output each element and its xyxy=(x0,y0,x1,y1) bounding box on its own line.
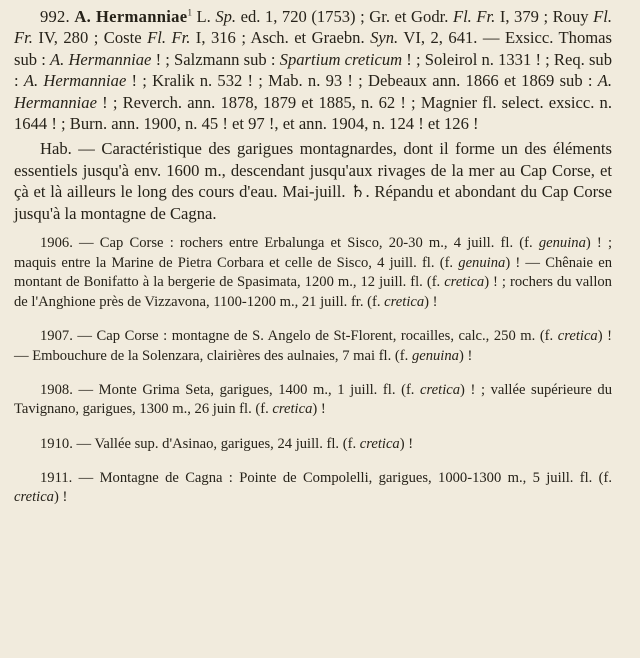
italic-term: Fl. Fr. xyxy=(147,28,191,48)
habitat-label: Hab. xyxy=(40,139,72,159)
species-entry xyxy=(14,6,612,134)
italic-term: cretica xyxy=(14,489,54,506)
locality-text xyxy=(14,470,612,506)
localities-list xyxy=(14,234,612,508)
text-run: ) ! xyxy=(458,347,473,364)
text-run: L. xyxy=(191,7,216,26)
text-run: IV, 280 ; Coste xyxy=(32,28,148,48)
habitat-text-continued: . Répandu et abondant du Cap Corse jusqu'à la montagne de Cagna. xyxy=(14,182,612,223)
italic-term: cretica xyxy=(272,401,313,418)
text-run: ! ; Soleirol n. 1331 ! ; Req. sub : xyxy=(14,49,613,91)
italic-term: genuina xyxy=(458,254,506,271)
text-run: ) ! ; maquis entre la Marine de Pietra Corbara et celle de Sisco, 4 juill. fl. (f. xyxy=(14,235,613,271)
locality-text xyxy=(73,436,413,452)
habitat-text: — Caractéristique des garigues montagnardes, dont il forme un des éléments essentiels jusqu'à env. 1600 m., descendant jusqu'aux rivages de la mer au Cap Corse, et çà et là ailleurs le long des cours d'eau. Mai-juill. xyxy=(14,139,612,202)
locality-year: 1911. xyxy=(40,469,73,486)
footnote-mark: 1 xyxy=(187,7,192,18)
italic-term: cretica xyxy=(444,274,485,291)
text-run: ) ! — Chênaie en montant de Bonifatto à la bergerie de Spasimata, 1200 m., 12 juill. fl. (f. xyxy=(14,254,612,291)
text-run: VI, 2, 641. — Exsicc. Thomas sub : xyxy=(14,28,612,69)
text-run: — Cap Corse : montagne de S. Angelo de St-Florent, rocailles, calc., 250 m. (f. xyxy=(72,328,558,345)
text-run: I, 379 ; Rouy xyxy=(495,7,594,26)
italic-term: Fl. Fr. xyxy=(452,7,496,26)
italic-term: Syn. xyxy=(370,28,399,48)
entry-number: 992. xyxy=(40,7,70,26)
text-run: ! ; Salzmann sub : xyxy=(151,49,280,69)
locality-text xyxy=(14,235,612,310)
locality-text xyxy=(14,328,612,364)
text-run: ! ; Reverch. ann. 1878, 1879 et 1885, n. 62 ! ; Magnier fl. select. exsicc. n. 1644 ! ; Burn. ann. 1900, n. 45 ! et 97 !, et ann. 1904, n. 124 ! et 126 ! xyxy=(14,92,612,134)
locality-paragraph xyxy=(14,234,612,312)
text-run: ) ! ; vallée supérieure du Tavignano, garigues, 1300 m., 26 juin fl. (f. xyxy=(14,381,612,418)
locality-paragraph xyxy=(14,381,612,420)
italic-term: Fl. Fr. xyxy=(14,7,612,48)
text-run: ! ; Kralik n. 532 ! ; Mab. n. 93 ! ; Debeaux ann. 1866 et 1869 sub : xyxy=(126,71,598,91)
locality-text xyxy=(14,382,612,418)
text-run: ed. 1, 720 (1753) ; Gr. et Godr. xyxy=(236,7,453,26)
italic-term: genuina xyxy=(538,235,586,252)
habitat-paragraph xyxy=(14,138,612,224)
italic-term: A. Hermanniae xyxy=(50,49,152,69)
italic-term: genuina xyxy=(411,347,459,364)
italic-term: cretica xyxy=(384,293,425,310)
italic-term: Sp. xyxy=(215,7,237,26)
locality-paragraph xyxy=(14,435,612,455)
text-run: I, 316 ; Asch. et Graebn. xyxy=(190,28,371,48)
italic-term: A. Hermanniae xyxy=(14,71,612,112)
locality-year: 1907. xyxy=(40,328,73,345)
locality-year: 1910. xyxy=(40,435,73,452)
text-run: ) ! xyxy=(399,435,414,452)
species-name: A. Hermanniae xyxy=(74,7,188,26)
text-run: ) ! xyxy=(53,489,68,506)
italic-term: cretica xyxy=(420,381,461,398)
italic-term: A. Hermanniae xyxy=(23,71,127,91)
italic-term: cretica xyxy=(359,435,400,452)
locality-year: 1908. xyxy=(40,381,73,398)
text-run: — Montagne de Cagna : Pointe de Compolelli, garigues, 1000-1300 m., 5 juill. fl. (f. xyxy=(72,469,612,486)
locality-paragraph xyxy=(14,469,612,508)
perennial-symbol-icon: ♄ xyxy=(350,182,366,202)
text-run: — Monte Grima Seta, garigues, 1400 m., 1 juill. fl. (f. xyxy=(72,381,421,398)
italic-term: cretica xyxy=(557,328,598,345)
locality-paragraph xyxy=(14,327,612,366)
text-run: ) ! xyxy=(424,293,438,310)
text-run: — Vallée sup. d'Asinao, garigues, 24 juill. fl. (f. xyxy=(72,435,360,452)
locality-year: 1906. xyxy=(40,235,73,252)
text-run: ) ! ; rochers du vallon de l'Anghione près de Vizzavona, 1100-1200 m., 21 juill. fr. (f. xyxy=(14,274,612,310)
text-run: ) ! xyxy=(312,401,326,418)
botanical-entry-page xyxy=(14,6,612,523)
text-run: ) ! — Embouchure de la Solenzara, clairières des aulnaies, 7 mai fl. (f. xyxy=(14,328,612,364)
text-run: — Cap Corse : rochers entre Erbalunga et Sisco, 20-30 m., 4 juill. fl. (f. xyxy=(72,235,539,252)
italic-term: Spartium creticum xyxy=(279,49,403,69)
